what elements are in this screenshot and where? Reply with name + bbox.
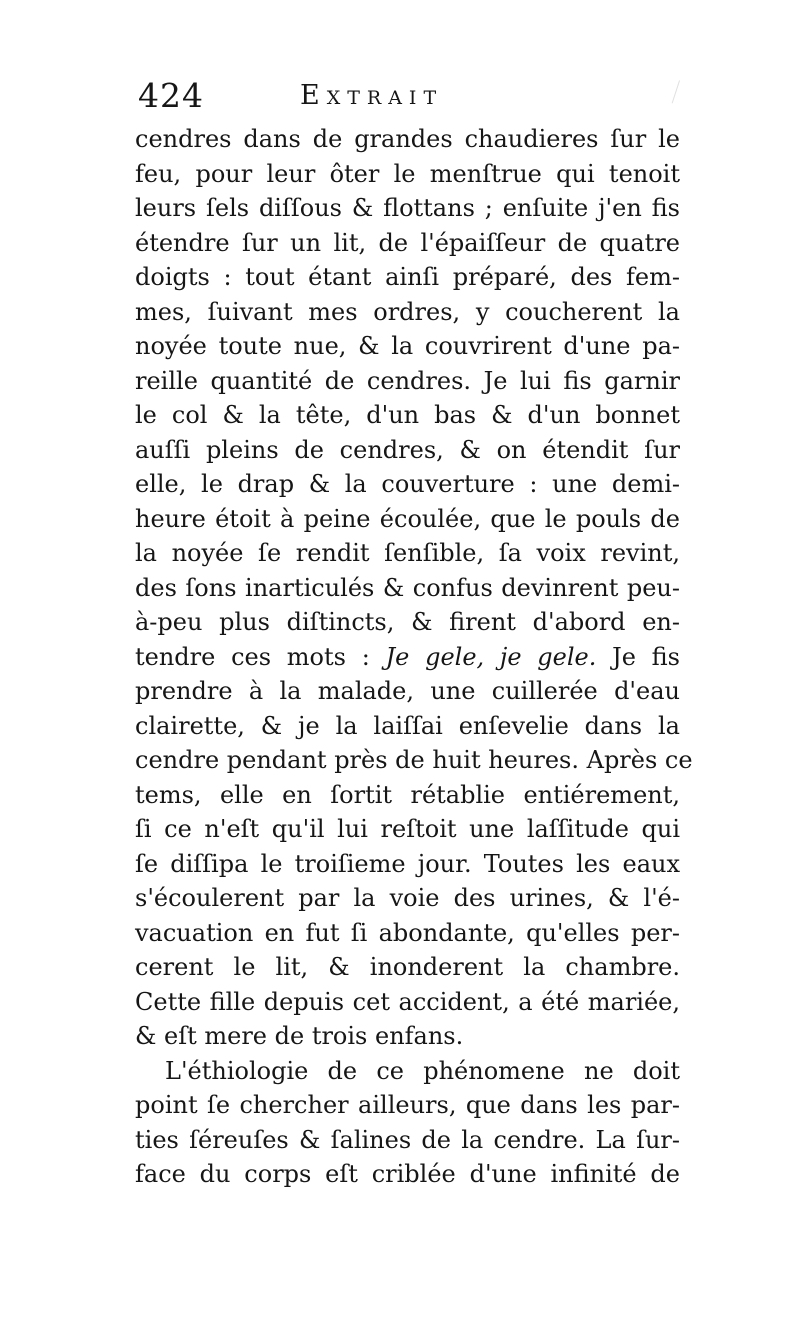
text-line-17: prendre à la malade, une cuillerée d'eau [135, 677, 680, 705]
text-line-20: tems, elle en ſortit rétablie entiérement, [135, 780, 680, 809]
italic-quote: Je gele, je gele. [385, 642, 597, 671]
text-line-5: doigts : tout étant ainſi préparé, des fem- [135, 263, 680, 291]
body-text [135, 122, 693, 1192]
text-line-12: heure étoit à peine écoulée, que le pouls de [135, 504, 680, 533]
text-line-27: & eſt mere de trois enfans. [135, 1022, 464, 1050]
text-line-13: la noyée ſe rendit ſenſible, ſa voix revint, [135, 539, 680, 567]
page-header [138, 74, 678, 118]
page-number: 424 [138, 76, 204, 115]
text-line-25: cerent le lit, & inonderent la chambre. [135, 953, 680, 981]
text-line-2: feu, pour leur ôter le menſtrue qui tenoit [135, 159, 680, 188]
text-line-24: vacuation en fut ſi abondante, qu'elles per- [135, 918, 680, 947]
text-line-16-before: tendre ces mots : [135, 642, 386, 671]
running-title: Extrait [300, 80, 444, 111]
text-line-23: s'écoulerent par la voie des urines, & l'é- [135, 884, 680, 912]
text-line-10: auſſi pleins de cendres, & on étendit ſur [135, 435, 680, 464]
text-line-9: le col & la tête, d'un bas & d'un bonnet [135, 401, 680, 429]
text-line-21: ſi ce n'eſt qu'il lui reſtoit une laſſitude qui [135, 815, 680, 843]
text-line-15: à-peu plus diſtincts, & firent d'abord en- [135, 608, 680, 636]
text-line-26: Cette fille depuis cet accident, a été mariée, [135, 987, 680, 1016]
text-line-3: leurs ſels diſſous & flottans ; enſuite j'en fis [135, 194, 680, 222]
paragraph-2-line-2: point ſe chercher ailleurs, que dans les par- [135, 1091, 680, 1119]
text-line-14: des ſons inarticulés & confus devinrent peu- [135, 573, 680, 602]
text-line-6: mes, ſuivant mes ordres, y coucherent la [135, 297, 680, 326]
text-line-18: clairette, & je la laiſſai enſevelie dans la [135, 711, 680, 740]
text-line-19: cendre pendant près de huit heures. Après ce [135, 746, 693, 774]
text-line-8: reille quantité de cendres. Je lui fis garnir [135, 366, 680, 395]
text-line-22: ſe diſſipa le troiſieme jour. Toutes les eaux [135, 849, 680, 878]
paragraph-2-line-1: L'éthiologie de ce phénomene ne doit [165, 1056, 680, 1085]
text-line-16 [135, 640, 680, 675]
paragraph-2-line-4: face du corps eſt criblée d'une infinité de [135, 1160, 680, 1188]
paragraph-2-line-3: ties ſéreuſes & ſalines de la cendre. La ſur- [135, 1125, 680, 1154]
text-line-1: cendres dans de grandes chaudieres ſur le [135, 125, 680, 153]
text-line-11: elle, le drap & la couverture : une demi- [135, 470, 680, 498]
text-line-7: noyée toute nue, & la couvrirent d'une pa- [135, 332, 680, 360]
text-line-4: étendre ſur un lit, de l'épaiſſeur de quatre [135, 228, 680, 257]
text-line-16-after: Je fis [596, 642, 681, 671]
